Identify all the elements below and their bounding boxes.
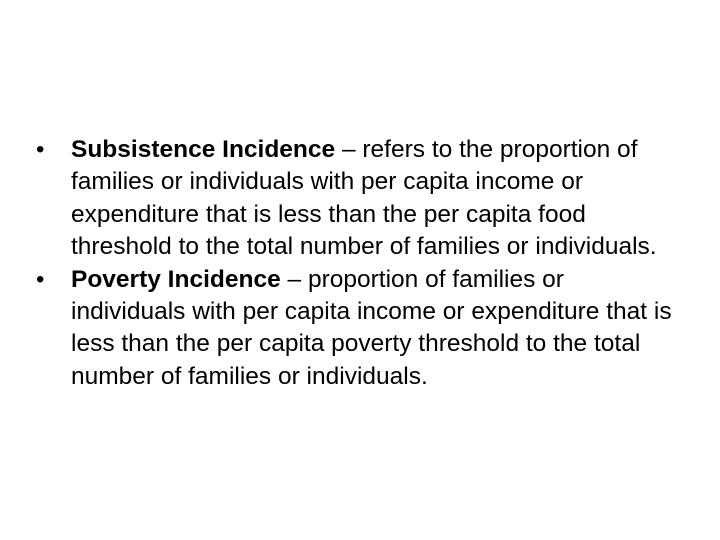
bullet-marker: • — [36, 265, 45, 293]
bullet-term: Subsistence Incidence — [71, 136, 336, 163]
bullet-definition: – proportion of families or individuals with per capita income or expenditure that is less than the per capita poverty threshold to the total number of families or individuals. — [71, 265, 672, 390]
bullet-term: Poverty Incidence — [71, 265, 281, 293]
bullet-item-subsistence-incidence — [36, 134, 676, 264]
bullet-list — [36, 134, 676, 393]
bullet-definition: – refers to the proportion of families or individuals with per capita income or expenditure that is less than the per capita food threshold to the total number of families or individuals. — [71, 136, 657, 261]
bullet-marker: • — [36, 136, 45, 163]
bullet-item-poverty-incidence — [36, 264, 676, 394]
